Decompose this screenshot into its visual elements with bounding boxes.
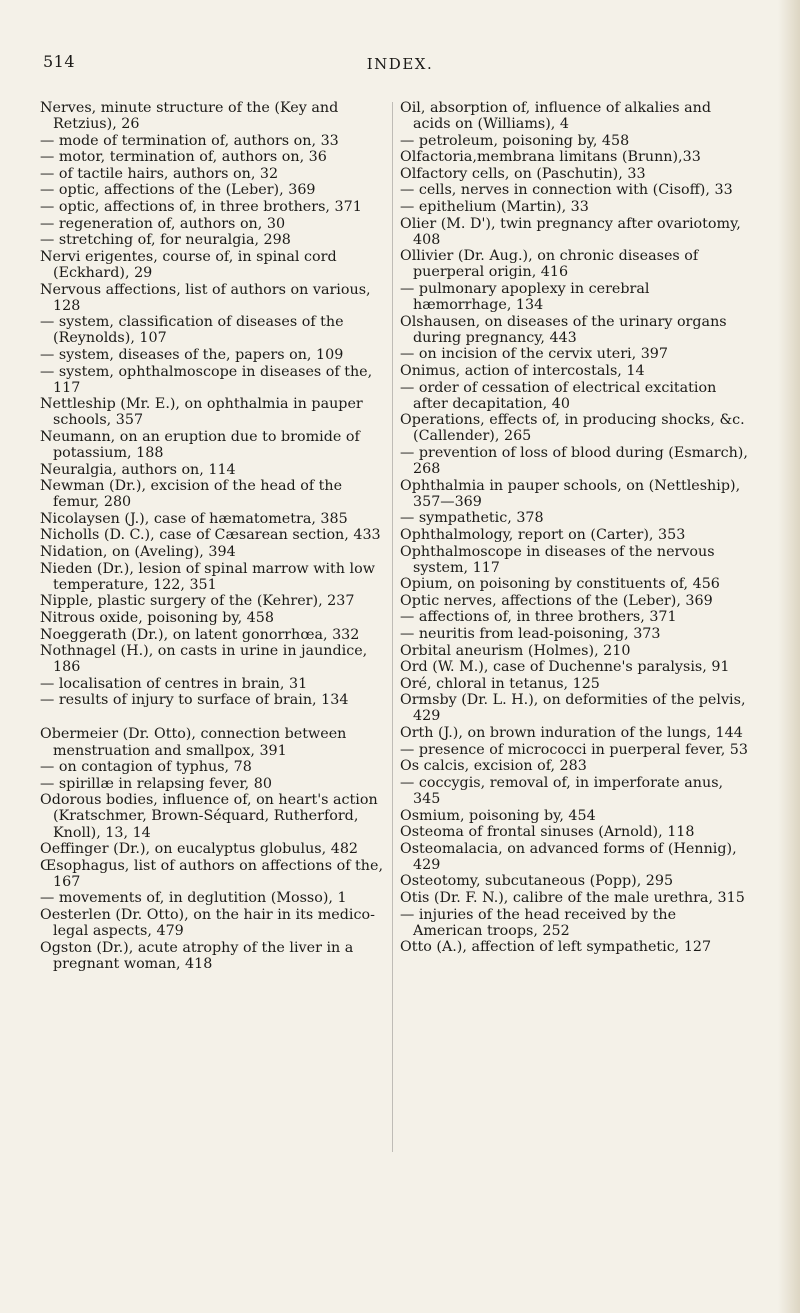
index-entry: — optic, affections of, in three brothers, 371 <box>40 199 362 216</box>
index-entry: — spirillæ in relapsing fever, 80 <box>40 775 272 792</box>
index-entry: — sympathetic, 378 <box>400 510 544 527</box>
index-entry: Nicolaysen (J.), case of hæmatometra, 385 <box>40 510 348 527</box>
index-entry: Nerves, minute structure of the (Key and Retzius), 26 <box>40 100 339 133</box>
index-entry: — coccygis, removal of, in imperforate anus, 345 <box>400 774 724 807</box>
index-entry: Nervi erigentes, course of, in spinal cord (Eckhard), 29 <box>40 248 337 281</box>
index-entry: — on contagion of typhus, 78 <box>40 759 252 776</box>
index-entry: Osteomalacia, on advanced forms of (Hennig), 429 <box>400 840 737 873</box>
index-entry: Neuralgia, authors on, 114 <box>40 461 236 478</box>
index-entry: Obermeier (Dr. Otto), connection between menstruation and smallpox, 391 <box>40 726 347 759</box>
index-entry: Osteotomy, subcutaneous (Popp), 295 <box>400 873 674 890</box>
index-entry: Nieden (Dr.), lesion of spinal marrow with low temperature, 122, 351 <box>40 560 375 593</box>
index-entry: Olier (M. D'), twin pregnancy after ovariotomy, 408 <box>400 215 741 248</box>
index-entry: Olfactoria,membrana limitans (Brunn),33 <box>400 149 701 166</box>
index-entry: Nipple, plastic surgery of the (Kehrer), 237 <box>40 593 355 610</box>
index-entry: Operations, effects of, in producing shocks, &c. (Callender), 265 <box>400 412 745 445</box>
index-entry: Ollivier (Dr. Aug.), on chronic diseases of puerperal origin, 416 <box>400 248 699 281</box>
index-entry: Ophthalmoscope in diseases of the nervous system, 117 <box>400 543 715 576</box>
index-entry: Noeggerath (Dr.), on latent gonorrhœa, 332 <box>40 626 360 643</box>
page-number: 514 <box>43 52 76 71</box>
index-entry: — order of cessation of electrical excitation after decapitation, 40 <box>400 379 717 412</box>
index-entry: Onimus, action of intercostals, 14 <box>400 363 645 379</box>
index-entry: Œsophagus, list of authors on affections of the, 167 <box>40 857 384 890</box>
index-entry: Oré, chloral in tetanus, 125 <box>400 675 600 692</box>
index-entry: — on incision of the cervix uteri, 397 <box>400 346 668 363</box>
index-entry: Olfactory cells, on (Paschutin), 33 <box>400 165 646 182</box>
index-entry: Orbital aneurism (Holmes), 210 <box>400 642 631 659</box>
index-entry: Oil, absorption of, influence of alkalies and acids on (Williams), 4 <box>400 100 712 133</box>
index-entry: Ophthalmia in pauper schools, on (Nettleship), 357—369 <box>400 477 741 510</box>
index-entry: — system, ophthalmoscope in diseases of the, 117 <box>40 363 373 396</box>
index-entry: — injuries of the head received by the American troops, 252 <box>400 906 677 939</box>
index-entry: — results of injury to surface of brain, 134 <box>40 692 349 709</box>
index-entry: Nettleship (Mr. E.), on ophthalmia in pauper schools, 357 <box>40 396 363 429</box>
index-entry: — regeneration of, authors on, 30 <box>40 215 286 232</box>
index-entry: Opium, on poisoning by constituents of, 456 <box>400 576 720 593</box>
index-entry: Odorous bodies, influence of, on heart's action (Kratschmer, Brown-Séquard, Rutherford, Knoll), 13, 14 <box>40 792 378 841</box>
index-entry: Otis (Dr. F. N.), calibre of the male urethra, 315 <box>400 890 745 906</box>
index-entry: Ord (W. M.), case of Duchenne's paralysis, 91 <box>400 659 730 676</box>
index-column-left <box>40 100 385 972</box>
index-entry: Otto (A.), affection of left sympathetic, 127 <box>400 939 712 956</box>
index-entry: Nothnagel (H.), on casts in urine in jaundice, 186 <box>40 643 368 676</box>
index-entry: Optic nerves, affections of the (Leber), 369 <box>400 592 713 609</box>
index-entry: Nicholls (D. C.), case of Cæsarean section, 433 <box>40 527 381 544</box>
index-entry: — pulmonary apoplexy in cerebral hæmorrhage, 134 <box>400 281 650 314</box>
index-entry: — system, diseases of the, papers on, 109 <box>40 346 344 363</box>
index-entry: — mode of termination of, authors on, 33 <box>40 132 339 149</box>
page-binding-edge <box>778 0 800 1313</box>
column-divider <box>392 102 393 1152</box>
index-entry: Os calcis, excision of, 283 <box>400 758 587 775</box>
index-entry: Osteoma of frontal sinuses (Arnold), 118 <box>400 824 695 841</box>
index-entry: Oesterlen (Dr. Otto), on the hair in its medico-legal aspects, 479 <box>40 907 375 940</box>
index-entry: — optic, affections of the (Leber), 369 <box>40 182 316 199</box>
index-column-right <box>400 100 750 956</box>
index-entry: Nitrous oxide, poisoning by, 458 <box>40 609 274 626</box>
index-entry: — stretching of, for neuralgia, 298 <box>40 232 291 249</box>
index-entry: Nervous affections, list of authors on various, 128 <box>40 281 371 314</box>
index-entry: Olshausen, on diseases of the urinary organs during pregnancy, 443 <box>400 313 727 346</box>
index-entry: Osmium, poisoning by, 454 <box>400 807 596 824</box>
index-entry: — prevention of loss of blood during (Esmarch), 268 <box>400 444 748 478</box>
running-head: INDEX. <box>366 55 434 73</box>
index-entry: Newman (Dr.), excision of the head of the femur, 280 <box>40 478 343 511</box>
index-entry: Orth (J.), on brown induration of the lungs, 144 <box>400 725 743 742</box>
index-entry: — epithelium (Martin), 33 <box>400 199 589 216</box>
index-entry: — presence of micrococci in puerperal fever, 53 <box>400 741 748 758</box>
index-entry: — petroleum, poisoning by, 458 <box>400 132 630 149</box>
index-entry: — localisation of centres in brain, 31 <box>40 675 308 692</box>
index-entry: — of tactile hairs, authors on, 32 <box>40 165 279 182</box>
index-entry: — neuritis from lead-poisoning, 373 <box>400 626 661 642</box>
index-entry: — system, classification of diseases of the (Reynolds), 107 <box>40 314 344 347</box>
index-entry: — motor, termination of, authors on, 36 <box>40 149 327 166</box>
index-entry: Ogston (Dr.), acute atrophy of the liver in a pregnant woman, 418 <box>40 939 354 972</box>
index-entry: Ophthalmology, report on (Carter), 353 <box>400 526 686 543</box>
index-entry: — movements of, in deglutition (Mosso), 1 <box>40 890 347 907</box>
index-entry: Ormsby (Dr. L. H.), on deformities of the pelvis, 429 <box>400 692 746 725</box>
index-entry: Oeffinger (Dr.), on eucalyptus globulus, 482 <box>40 841 359 858</box>
index-entry: Nidation, on (Aveling), 394 <box>40 544 236 561</box>
index-entry: Neumann, on an eruption due to bromide of potassium, 188 <box>40 428 360 461</box>
index-entry: — cells, nerves in connection with (Cisoff), 33 <box>400 182 733 199</box>
index-entry: — affections of, in three brothers, 371 <box>400 609 677 626</box>
